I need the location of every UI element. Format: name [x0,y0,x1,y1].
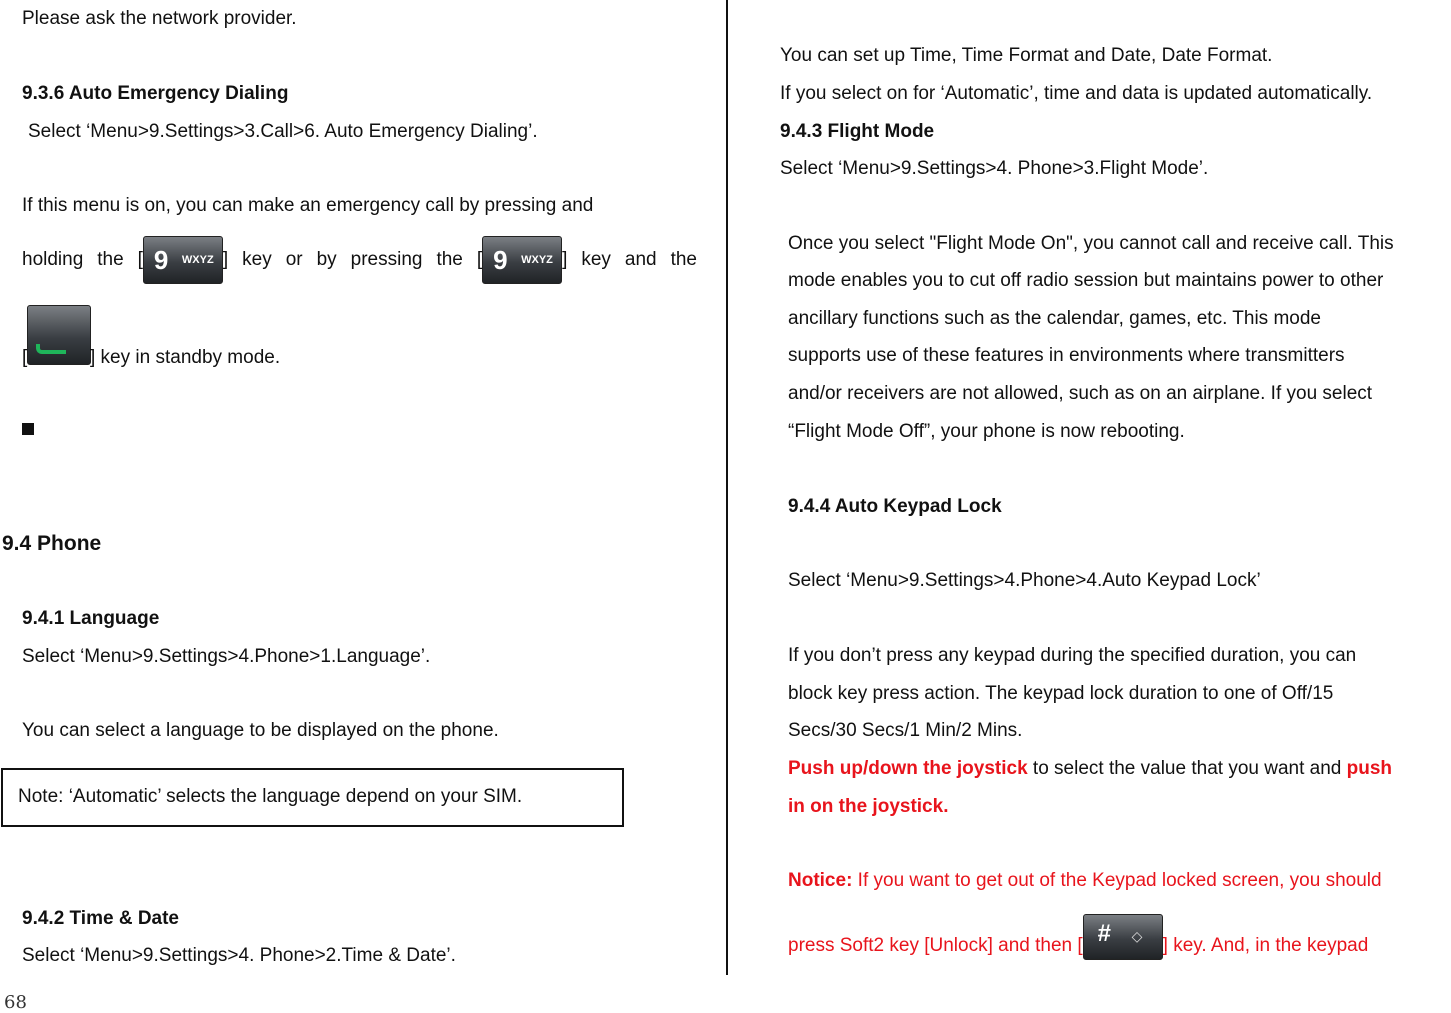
text-time-setup: You can set up Time, Time Format and Date, Date Format. [780,45,1273,66]
menu-path-9-4-3: Select ‘Menu>9.Settings>4. Phone>3.Flight Mode’. [780,158,1209,179]
notice-line: Notice: If you want to get out of the Keypad locked screen, you should [788,870,1382,891]
column-divider [726,0,728,975]
push-label: push [1346,758,1393,779]
para-emergency-line3-open: [ [22,347,28,368]
key-9-inline: [ 9 WXYZ ] [138,236,229,284]
para-emergency-text: If this menu is on, you can make an emergency call by pressing and [22,195,594,216]
text-automatic: If you select on for ‘Automatic’, time and data is updated automatically. [780,83,1373,104]
word: and [624,249,657,270]
word: the [436,249,463,270]
word: holding [22,249,84,270]
key-9-icon: 9 WXYZ [143,236,223,284]
push-instruction-cont: in on the joystick. [788,796,949,817]
word: the [670,249,697,270]
heading-9-4-3: 9.4.3 Flight Mode [780,121,935,142]
heading-9-4-2: 9.4.2 Time & Date [22,908,180,929]
flight-line: supports use of these features in environments where transmitters [788,345,1345,366]
heading-9-4-1: 9.4.1 Language [22,608,160,629]
push-instruction: Push up/down the joystick to select the value that you want and push [788,758,1393,779]
para-emergency-line3: ] key in standby mode. [90,347,281,368]
heading-9-4-4: 9.4.4 Auto Keypad Lock [788,496,1002,517]
hash-key-icon: # ◇ [1083,914,1163,960]
para-emergency-line2 [22,236,697,284]
text-language-desc: You can select a language to be displayed on the phone. [22,720,499,741]
page-number: 68 [4,992,27,1013]
flight-line: “Flight Mode Off”, your phone is now rebooting. [788,421,1185,442]
lock-line: Secs/30 Secs/1 Min/2 Mins. [788,720,1023,741]
menu-path-9-3-6: Select ‘Menu>9.Settings>3.Call>6. Auto Emergency Dialing’. [28,121,538,142]
word: key [581,249,611,270]
lock-line: If you don’t press any keypad during the specified duration, you can [788,645,1357,666]
para-emergency-line1 [22,195,697,217]
menu-path-9-4-2: Select ‘Menu>9.Settings>4. Phone>2.Time & Date’. [22,945,456,966]
bullet-square-icon [22,423,34,435]
word: by [316,249,337,270]
notice-label: Notice: [788,870,853,891]
heading-9-3-6: 9.3.6 Auto Emergency Dialing [22,83,289,104]
word: key [242,249,272,270]
key-9-icon: 9 WXYZ [482,236,562,284]
flight-line: Once you select "Flight Mode On", you cannot call and receive call. This [788,233,1394,254]
menu-path-9-4-4: Select ‘Menu>9.Settings>4.Phone>4.Auto Keypad Lock’ [788,570,1261,591]
word: pressing [350,249,423,270]
flight-line: mode enables you to cut off radio session but maintains power to other [788,270,1384,291]
press-soft2-line: press Soft2 key [Unlock] and then [ # ◇ ] key. And, in the keypad [788,912,1368,960]
note-text: Note: ‘Automatic’ selects the language depend on your SIM. [18,786,523,807]
send-key-icon [27,305,91,365]
text-network-provider: Please ask the network provider. [22,8,297,29]
word: or [285,249,303,270]
heading-9-4: 9.4 Phone [2,532,102,555]
flight-line: and/or receivers are not allowed, such as on an airplane. If you select [788,383,1373,404]
menu-path-9-4-1: Select ‘Menu>9.Settings>4.Phone>1.Language’. [22,646,431,667]
key-9-inline-2: [ 9 WXYZ ] [477,236,568,284]
lock-line: block key press action. The keypad lock duration to one of Off/15 [788,683,1334,704]
word: the [97,249,124,270]
flight-line: ancillary functions such as the calendar, games, etc. This mode [788,308,1321,329]
push-joystick-label: Push up/down the joystick [788,758,1028,779]
